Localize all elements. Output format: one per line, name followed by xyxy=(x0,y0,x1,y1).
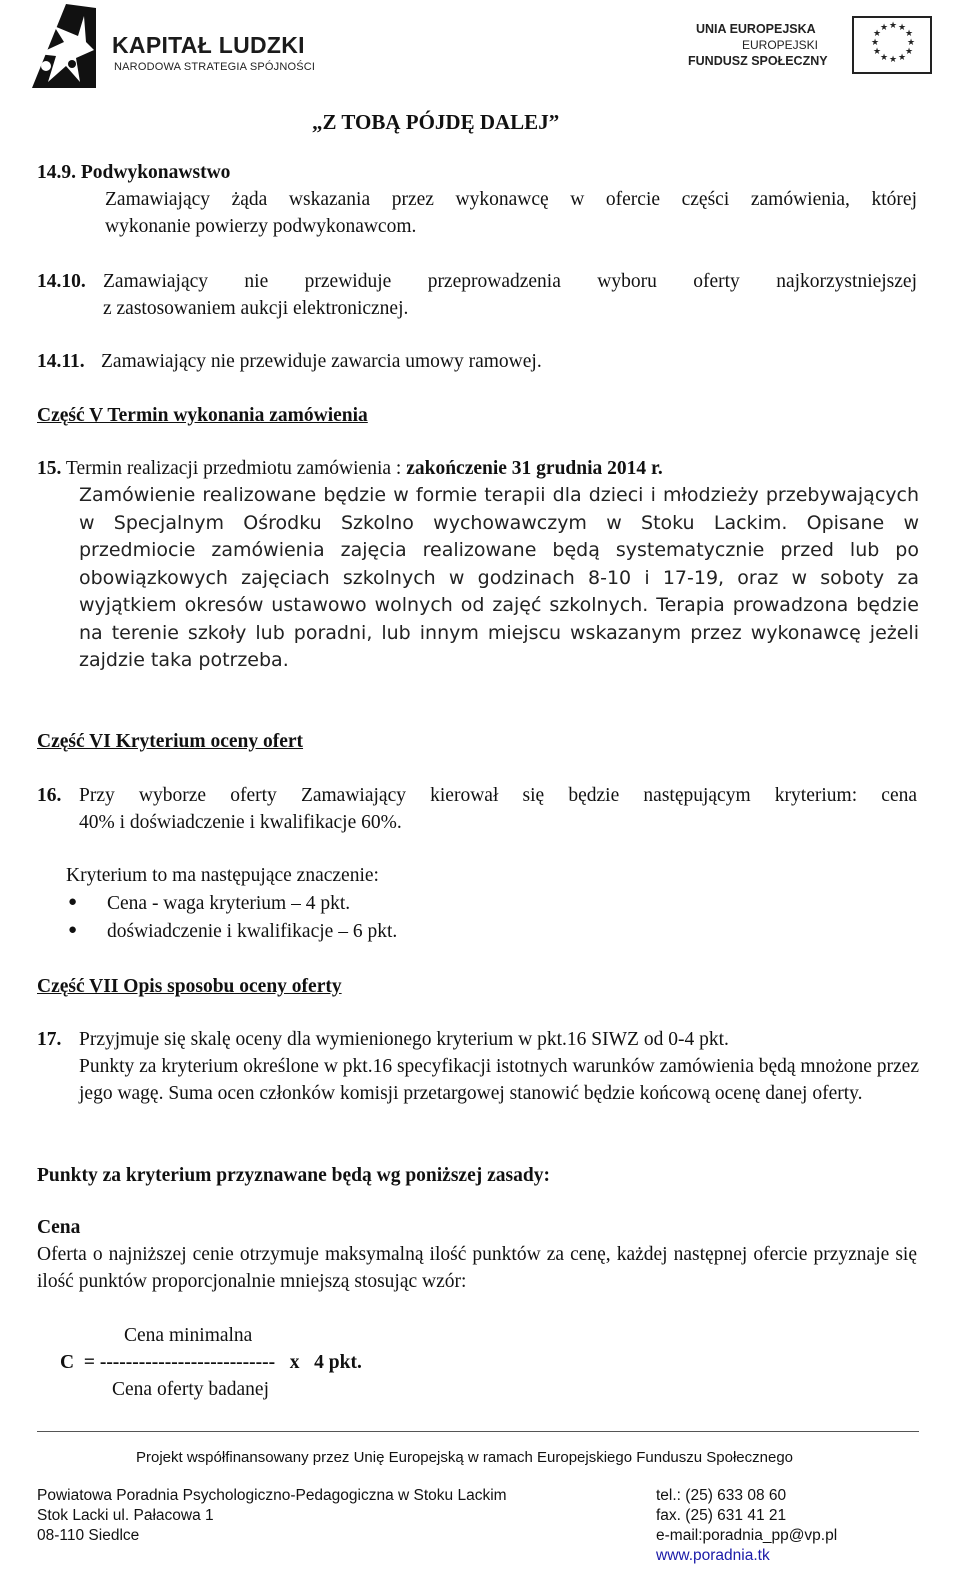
eu-logo-line1: UNIA EUROPEJSKA xyxy=(696,22,816,36)
svg-text:★: ★ xyxy=(905,29,914,39)
footer-fax: fax. (25) 631 41 21 xyxy=(656,1507,787,1524)
kapital-ludzki-title: KAPITAŁ LUDZKI xyxy=(112,32,305,58)
svg-text:★: ★ xyxy=(889,21,898,31)
svg-text:★: ★ xyxy=(907,38,916,48)
svg-text:★: ★ xyxy=(898,53,907,63)
part-5-heading: Część V Termin wykonania zamówienia xyxy=(37,405,368,426)
svg-text:★: ★ xyxy=(873,47,882,57)
footer-org: Powiatowa Poradnia Psychologiczno-Pedagogiczna w Stoku Lackim xyxy=(37,1487,507,1504)
footer-tel: tel.: (25) 633 08 60 xyxy=(656,1487,787,1504)
criteria-meaning: Kryterium to ma następujące znaczenie: xyxy=(66,865,379,886)
price-heading: Cena xyxy=(37,1217,81,1238)
kapital-ludzki-subtitle: NARODOWA STRATEGIA SPÓJNOŚCI xyxy=(114,61,316,73)
formula-main: C = --------------------------- x 4 pkt. xyxy=(60,1352,362,1373)
bullet-icon: ● xyxy=(68,894,78,910)
footer-street: Stok Lacki ul. Pałacowa 1 xyxy=(37,1507,214,1524)
eu-logo-line2: EUROPEJSKI xyxy=(742,38,819,52)
section-15-number: 15. xyxy=(37,458,62,479)
section-17-number: 17. xyxy=(37,1029,62,1050)
svg-text:★: ★ xyxy=(905,47,914,57)
list-item-text: Cena - waga kryterium – 4 pkt. xyxy=(107,893,351,914)
svg-text:★: ★ xyxy=(880,23,889,33)
section-15-deadline: zakończenie 31 grudnia 2014 r. xyxy=(406,458,663,479)
footer-city: 08-110 Siedlce xyxy=(37,1527,140,1544)
price-text: Oferta o najniższej cenie otrzymuje maksymalną ilość punktów za cenę, każdej następnej ofercie przyznaje się ilość punktów proporcjonalnie mniejszą stosując wzór: xyxy=(37,1244,917,1292)
footer-cofinance: Projekt współfinansowany przez Unię Europejską w ramach Europejskiego Funduszu Społecznego xyxy=(136,1449,794,1466)
eu-flag-icon xyxy=(852,16,932,74)
bullet-icon: ● xyxy=(68,922,78,938)
section-14-11-text: Zamawiający nie przewiduje zawarcia umowy ramowej. xyxy=(101,351,542,372)
motto: „Z TOBĄ PÓJDĘ DALEJ” xyxy=(312,110,560,134)
part-7-heading: Część VII Opis sposobu oceny oferty xyxy=(37,976,342,997)
section-14-9-heading: 14.9. Podwykonawstwo xyxy=(37,162,231,183)
section-17-body: Punkty za kryterium określone w pkt.16 specyfikacji istotnych warunków zamówienia będą mnożone przez jego wagę. Suma ocen członków komisji przetargowej stanowić będzie końcową ocenę danej oferty. xyxy=(79,1056,919,1104)
formula-numerator: Cena minimalna xyxy=(124,1325,253,1346)
svg-text:★: ★ xyxy=(873,29,882,39)
kapital-ludzki-emblem-icon xyxy=(26,2,98,92)
footer-address xyxy=(37,1486,637,1546)
footer-email: e-mail:poradnia_pp@vp.pl xyxy=(656,1527,838,1544)
footer-contact xyxy=(656,1486,916,1566)
section-14-9-line2: wykonanie powierzy podwykonawcom. xyxy=(105,216,417,237)
section-15-line xyxy=(37,455,663,482)
section-16-number: 16. xyxy=(37,785,62,806)
footer-divider xyxy=(37,1431,919,1432)
eu-logo xyxy=(684,22,934,82)
kapital-ludzki-logo xyxy=(26,2,346,94)
section-14-9-line1: Zamawiający żąda wskazania przez wykonawcę w ofercie części zamówienia, której xyxy=(105,189,917,210)
section-16-line1: Przy wyborze oferty Zamawiający kierował się będzie następującym kryterium: cena xyxy=(79,785,917,806)
section-14-10-line1: Zamawiający nie przewiduje przeprowadzenia wyboru oferty najkorzystniejszej xyxy=(103,271,917,292)
svg-text:★: ★ xyxy=(871,38,880,48)
section-16-line2: 40% i doświadczenie i kwalifikacje 60%. xyxy=(79,812,402,833)
svg-text:★: ★ xyxy=(880,53,889,63)
section-15-text: Termin realizacji przedmiotu zamówienia : xyxy=(65,458,407,479)
section-17-line1: Przyjmuje się skalę oceny dla wymienionego kryterium w pkt.16 SIWZ od 0-4 pkt. xyxy=(79,1029,729,1050)
list-item-text: doświadczenie i kwalifikacje – 6 pkt. xyxy=(107,921,398,942)
formula-denominator: Cena oferty badanej xyxy=(112,1379,270,1400)
section-14-10-number: 14.10. xyxy=(37,271,86,292)
section-14-10-line2: z zastosowaniem aukcji elektronicznej. xyxy=(103,298,409,319)
criteria-list xyxy=(66,890,566,946)
eu-logo-line3: FUNDUSZ SPOŁECZNY xyxy=(688,54,828,68)
svg-text:★: ★ xyxy=(889,55,898,65)
footer-website-link[interactable]: www.poradnia.tk xyxy=(656,1547,770,1564)
svg-text:★: ★ xyxy=(898,23,907,33)
part-6-heading: Część VI Kryterium oceny ofert xyxy=(37,731,304,752)
section-14-11-number: 14.11. xyxy=(37,351,85,372)
points-rule-heading: Punkty za kryterium przyznawane będą wg poniższej zasady: xyxy=(37,1165,550,1186)
part-5-body: Zamówienie realizowane będzie w formie terapii dla dzieci i młodzieży przebywających w Specjalnym Ośrodku Szkolno wychowawczym w Stoku Lackim. Opisane w przedmiocie zamówienia zajęcia realizowane będą systematycznie przed lub po obowiązkowych zajęciach szkolnych w godzinach 8-10 i 17-19, oraz w soboty za wyjątkiem okresów ustawowo wolnych od zajęć szkolnych. Terapia prowadzona będzie na terenie szkoły lub poradni, lub innym miejscu wskazanym przez wykonawcę jeżeli zajdzie taka potrzeba. xyxy=(79,484,919,671)
